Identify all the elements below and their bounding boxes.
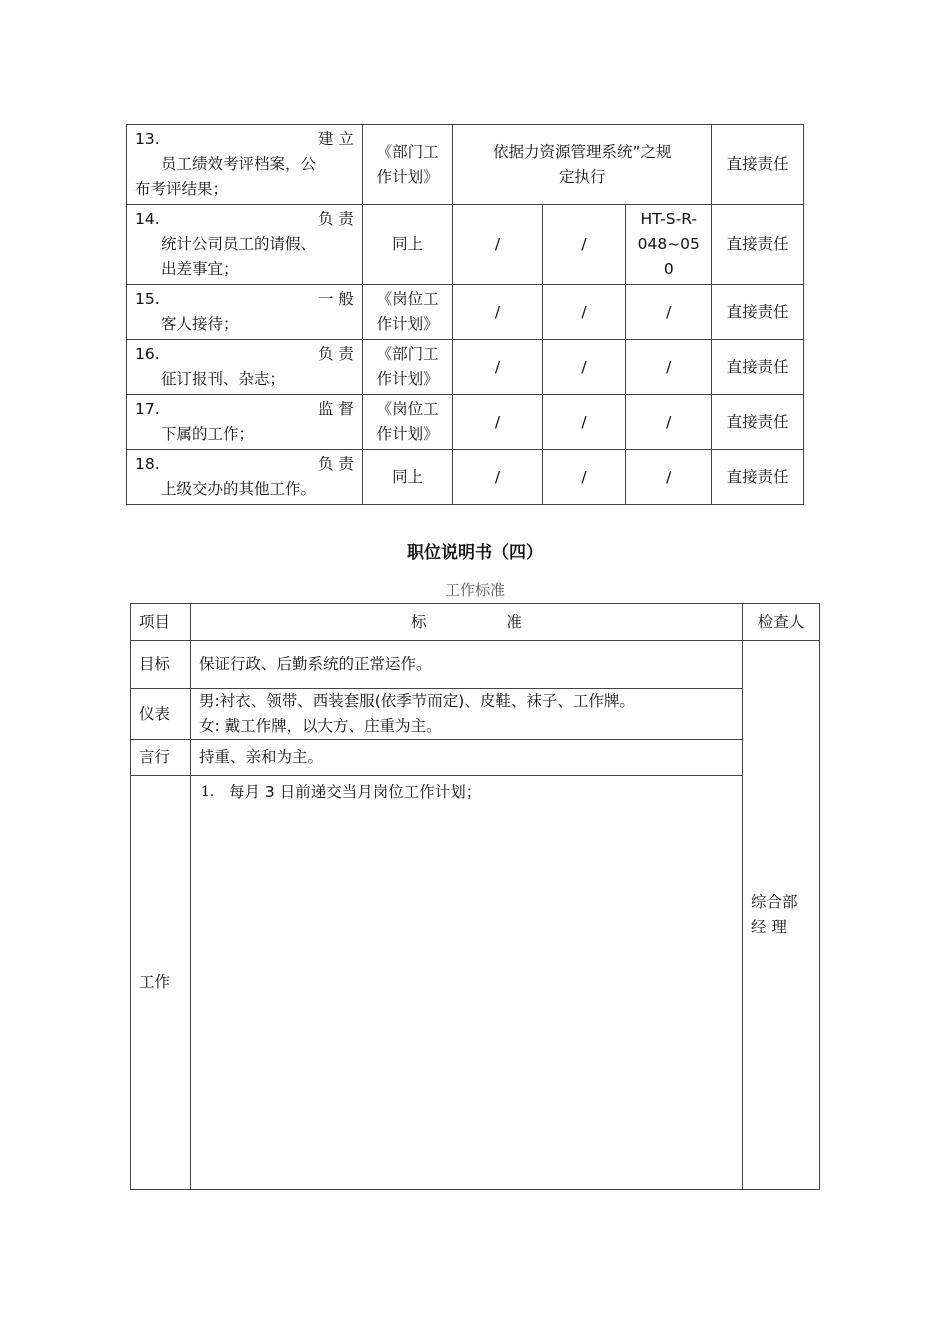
basis-text: 《部门工 [376, 345, 439, 363]
task-number: 14. [135, 210, 160, 228]
checker-line: 经 理 [751, 918, 787, 936]
standards-table [130, 603, 820, 1190]
task-number: 15. [135, 290, 160, 308]
table-row [127, 395, 804, 450]
code-cell: / [626, 285, 712, 340]
table-row [127, 285, 804, 340]
table-header-row [131, 604, 820, 641]
table-row [131, 740, 820, 776]
task-text: 下属的工作； [161, 425, 255, 443]
value-cell: / [453, 205, 542, 285]
value-cell: / [453, 340, 542, 395]
row-label: 仪表 [131, 689, 191, 740]
task-head: 负 责 [317, 210, 354, 228]
task-head: 负 责 [317, 345, 354, 363]
value-cell: / [542, 285, 626, 340]
row-label: 目标 [131, 641, 191, 689]
task-head: 监 督 [317, 400, 354, 418]
basis-cell [362, 125, 452, 205]
task-text: 出差事宜； [161, 260, 239, 278]
row-content [191, 776, 743, 1190]
basis-text: 《部门工 [376, 142, 439, 161]
basis-text: 作计划》 [376, 425, 439, 443]
value-cell: / [453, 450, 542, 505]
task-number: 18. [135, 455, 160, 473]
task-cell [127, 395, 363, 450]
responsibility-cell: 直接责任 [712, 125, 804, 205]
basis-cell: 同上 [362, 450, 452, 505]
task-cell [127, 450, 363, 505]
row-content: 持重、亲和为主。 [191, 740, 743, 776]
value-cell: / [542, 395, 626, 450]
table-row [131, 689, 820, 740]
row-content: 保证行政、后勤系统的正常运作。 [191, 641, 743, 689]
basis-cell [362, 340, 452, 395]
table-row [131, 776, 820, 1190]
basis-text: 作计划》 [376, 370, 439, 388]
basis-text: 作计划》 [376, 315, 439, 333]
duties-table [126, 124, 804, 505]
task-head: 一 般 [317, 290, 354, 308]
responsibility-cell: 直接责任 [712, 450, 804, 505]
code-text: HT-S-R- [640, 210, 697, 228]
list-item [199, 780, 734, 805]
row-label: 工作 [131, 776, 191, 1190]
table-row [127, 205, 804, 285]
list-number: 1. [201, 784, 215, 800]
table-row [127, 340, 804, 395]
merged-cell [453, 125, 712, 205]
basis-cell [362, 285, 452, 340]
basis-cell: 同上 [362, 205, 452, 285]
row-label: 言行 [131, 740, 191, 776]
header-checker: 检查人 [743, 604, 820, 641]
task-head: 负 责 [317, 455, 354, 473]
value-cell: / [542, 340, 626, 395]
task-text: 员工绩效考评档案，公 [161, 155, 317, 173]
task-number: 16. [135, 345, 160, 363]
header-item: 项目 [131, 604, 191, 641]
table-row [127, 125, 804, 205]
code-cell [626, 205, 712, 285]
responsibility-cell: 直接责任 [712, 395, 804, 450]
section-title: 职位说明书（四） [407, 543, 543, 563]
code-text: 0 [663, 260, 674, 278]
checker-line: 综合部 [751, 893, 798, 911]
merged-text: 依据力资源管理系统”之规 [493, 142, 672, 161]
value-cell: / [542, 205, 626, 285]
task-cell [127, 285, 363, 340]
code-cell: / [626, 450, 712, 505]
checker-cell [743, 641, 820, 1190]
basis-text: 作计划》 [376, 167, 439, 186]
code-cell: / [626, 395, 712, 450]
header-standard [191, 604, 743, 641]
section-subtitle: 工作标准 [444, 581, 505, 599]
basis-text: 《岗位工 [376, 400, 439, 418]
row-content-line: 女: 戴工作牌，以大方、庄重为主。 [199, 717, 442, 735]
header-standard-a: 标 [410, 612, 427, 631]
merged-text: 定执行 [559, 167, 606, 186]
task-text: 征订报刊、杂志； [161, 370, 286, 388]
task-number: 17. [135, 400, 160, 418]
code-text: 048~05 [637, 235, 700, 253]
code-cell: / [626, 340, 712, 395]
value-cell: / [453, 285, 542, 340]
task-number: 13. [135, 130, 160, 148]
value-cell: / [542, 450, 626, 505]
task-cell [127, 205, 363, 285]
task-text: 客人接待； [161, 315, 239, 333]
responsibility-cell: 直接责任 [712, 340, 804, 395]
table-row [127, 450, 804, 505]
task-text: 统计公司员工的请假、 [161, 235, 317, 253]
basis-cell [362, 395, 452, 450]
task-head: 建 立 [317, 130, 354, 148]
task-cell [127, 340, 363, 395]
table-row [131, 641, 820, 689]
row-content-line: 男:衬衣、领带、西装套服(依季节而定)、皮鞋、袜子、工作牌。 [199, 692, 635, 710]
value-cell: / [453, 395, 542, 450]
task-text: 布考评结果； [135, 180, 229, 198]
header-standard-b: 准 [506, 612, 523, 631]
task-text: 上级交办的其他工作。 [161, 480, 317, 498]
responsibility-cell: 直接责任 [712, 285, 804, 340]
list-text: 每月 3 日前递交当月岗位工作计划； [229, 783, 482, 801]
basis-text: 《岗位工 [376, 290, 439, 308]
responsibility-cell: 直接责任 [712, 205, 804, 285]
task-cell [127, 125, 363, 205]
row-content [191, 689, 743, 740]
